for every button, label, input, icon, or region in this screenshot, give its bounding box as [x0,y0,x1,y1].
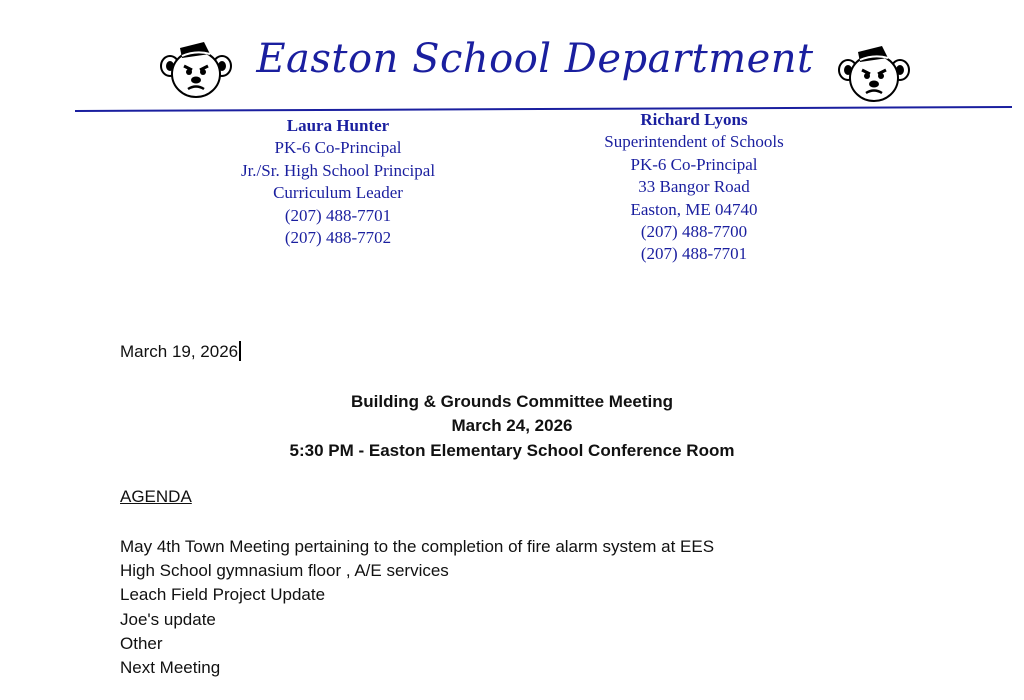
contact-block-hunter [218,115,458,249]
contact-line: PK-6 Co-Principal [274,138,402,158]
contact-name: Laura Hunter [286,116,390,135]
contact-phone: (207) 488-7701 [640,244,748,264]
contact-phone: (207) 488-7702 [284,228,392,248]
meeting-title: Building & Grounds Committee Meeting [350,392,674,411]
contact-phone: (207) 488-7700 [640,222,748,242]
agenda-item: Joe's update [120,609,216,629]
agenda-item: High School gymnasium floor , A/E services [120,561,449,581]
contact-phone: (207) 488-7701 [284,205,392,225]
contact-address: 33 Bangor Road [638,177,750,197]
contact-line: Curriculum Leader [273,183,403,203]
document-date[interactable] [120,341,241,362]
meeting-time-location: 5:30 PM - Easton Elementary School Conference Room [289,440,735,460]
agenda-item: Leach Field Project Update [120,585,326,605]
contact-block-lyons [564,109,824,266]
letterhead-divider [0,0,1024,120]
text-cursor [239,341,241,361]
meeting-heading [0,390,1024,463]
agenda-heading: AGENDA [120,487,192,506]
agenda-item: Next Meeting [120,658,221,678]
letterhead-title: Easton School Department [256,36,814,82]
meeting-date: March 24, 2026 [451,416,573,436]
contact-address: Easton, ME 04740 [630,199,758,219]
agenda-item: May 4th Town Meeting pertaining to the completion of fire alarm system at EES [120,537,715,556]
agenda-item: Other [120,633,163,653]
contact-line: Jr./Sr. High School Principal [240,160,436,180]
contact-line: Superintendent of Schools [604,132,784,152]
contact-name: Richard Lyons [640,110,748,129]
contact-line: PK-6 Co-Principal [630,154,758,174]
agenda-list [120,535,714,680]
document-date-text: March 19, 2026 [120,342,239,361]
